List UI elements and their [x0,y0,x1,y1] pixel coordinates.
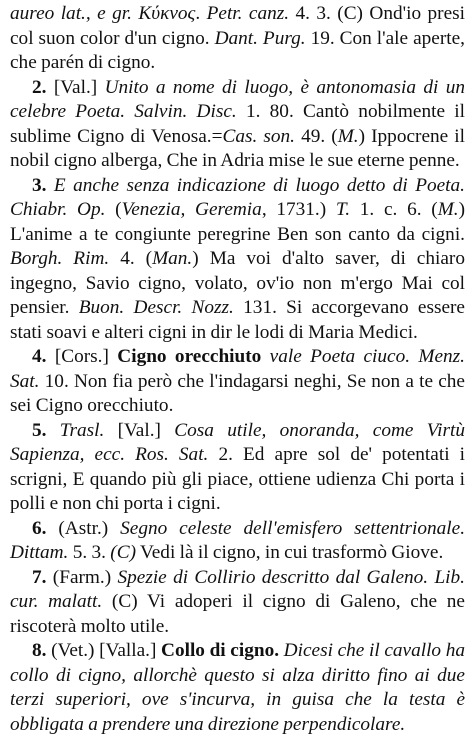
italic-run: Venezia, Geremia [121,199,262,220]
text-run: 1. 80. Cantò nobilmente il sublime Cigno di Venosa.= [10,101,465,147]
bold-run: 4. [32,346,55,367]
italic-run: Borgh. Rim. [10,248,110,269]
bold-run: 5. [32,419,60,441]
italic-run: Buon. Descr. Nozz. [78,297,234,318]
italic-run: Dant. Purg. [214,27,306,49]
italic-run: Unito a nome di luogo, è antonomasia di un celebre Poeta. Salvin. Disc. [10,76,465,122]
italic-run: Cosa utile, onoranda, come Virtù Sapienza, ecc. Ros. Sat. [10,419,465,465]
italic-run: T. [335,199,351,220]
text-run: . [195,3,207,24]
text-run: 19. Con l'ale aperte, che parén di cigno. [10,27,465,73]
text-run: [Val.] [104,419,175,441]
text-run: [Cors.] [54,346,118,367]
sense-4 [10,345,465,419]
sense-3 [10,174,465,346]
bold-run: 7. [32,566,53,588]
bold-run: Collo di cigno. [161,640,280,661]
text-run: Vedi là il cigno, in cui trasformò Giove. [135,542,444,563]
text-run: (Farm.) [52,566,118,588]
text-run: 1. c. 6. ( [350,199,438,220]
italic-run: M. [337,125,359,147]
sense-7 [10,566,465,640]
text-run: (Vet.) [Valla.] [51,640,162,661]
bold-run: 8. [32,640,52,661]
sense-2 [10,76,465,174]
italic-run: E anche senza indicazione di luogo detto di Poeta. Chiabr. Op. [10,174,465,220]
text-run: 49. ( [295,125,338,147]
text-run: 4. ( [109,248,153,269]
text-run: 10. Non fia però che l'indagarsi neghi, Se non a te che sei Cigno orecchiuto. [10,370,465,416]
italic-run: Cas. son. [222,125,296,147]
italic-run: Trasl. [59,419,105,441]
text-run: (C) Vi adoperi il cigno di Galeno, che ne riscoterà molto utile. [10,591,465,637]
italic-run: M. [437,199,459,220]
italic-run: Petr. canz. [206,3,290,24]
text-run: 2. Ed apre sol de' potentati i scrigni, E quando più gli piace, ottiene udienza Chi porta i polli e non chi porta i cigni. [10,444,466,514]
italic-run: (C) [110,542,136,563]
bold-run: 2. [32,76,54,98]
text-run: 5. 3. [68,542,111,563]
italic-run: Κύκνος [138,3,196,24]
text-run: [Val.] [53,76,105,98]
italic-run: Segno celeste dell'emisfero settentrionale. Dittam. [10,517,466,563]
text-run: ) Ma voi d'alto saver, di chiaro ingegno, Savio cigno, volato, ov'io non m'ergo Mai col pensier. [10,248,465,318]
text-run: (Astr.) [58,517,121,539]
sense-8 [10,639,465,737]
sense-5 [10,419,465,517]
text-run: 4. 3. (C) Ond'io presi col suon color d'un cigno. [10,3,465,49]
text-run: ) L'anime a te congiunte peregrine Ben son canto da cigni. [10,199,465,245]
text-run: ( [105,199,122,220]
bold-run: 6. [32,517,59,539]
entry-continuation [10,2,465,76]
italic-run: aureo lat., e gr. [10,3,139,24]
sense-6 [10,517,465,566]
text-run: ) Ippocrene il nobil cigno alberga, Che in Adria mise le sue eterne penne. [10,125,465,171]
bold-run: Cigno orecchiuto [117,346,262,367]
text-run: , 1731.) [261,199,336,220]
italic-run: vale Poeta ciuco. Menz. Sat. [10,346,466,392]
text-run: 131. Si accorgevano essere stati soavi e alteri cigni in dir le lodi di Maria Medici. [10,297,465,343]
italic-run: Spezie di Collirio descritto dal Galeno. Lib. cur. malatt. [10,566,465,612]
bold-run: 3. [32,174,54,196]
italic-run: Man. [152,248,193,269]
italic-run: Dicesi che il cavallo ha collo di cigno, allorchè questo si alza diritto fino ai due terzi superiori, ove s'incurva, in guisa che la testa è obbligata a prendere una direzione perpendicolare. [10,640,465,735]
